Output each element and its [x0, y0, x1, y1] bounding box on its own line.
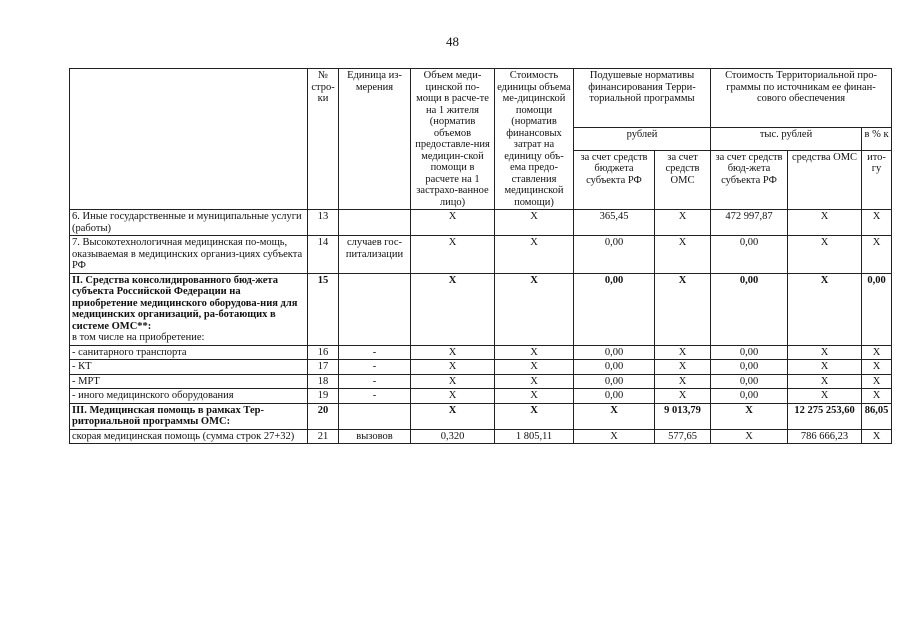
table-row [70, 360, 892, 375]
row-volume: X [411, 236, 495, 274]
row-number: 21 [308, 429, 339, 444]
row-cost-oms: X [788, 374, 862, 389]
row-pc-oms: X [655, 389, 711, 404]
header-row-no: № стро-ки [308, 69, 339, 210]
row-volume: X [411, 374, 495, 389]
header-pc-budget: за счет средств бюджета субъекта РФ [574, 150, 655, 209]
row-name [70, 273, 308, 345]
header-unit: Единица из-мерения [339, 69, 411, 210]
row-name [70, 236, 308, 274]
row-cost-pct: X [862, 374, 892, 389]
row-volume: X [411, 345, 495, 360]
row-name-text: 6. Иные государственные и муниципальные услуги (работы) [72, 211, 302, 234]
row-cost: X [495, 389, 574, 404]
row-cost: 1 805,11 [495, 429, 574, 444]
row-pc-oms: 577,65 [655, 429, 711, 444]
row-volume: X [411, 389, 495, 404]
financing-table [69, 68, 892, 444]
header-cost-pct: ито-гу [862, 150, 892, 209]
row-cost-oms: X [788, 273, 862, 345]
table-row [70, 273, 892, 345]
row-cost: X [495, 403, 574, 429]
row-pc-budget: 0,00 [574, 236, 655, 274]
header-pc-oms: за счет средств ОМС [655, 150, 711, 209]
row-cost: X [495, 236, 574, 274]
row-unit [339, 403, 411, 429]
row-number: 16 [308, 345, 339, 360]
row-name [70, 374, 308, 389]
row-number: 14 [308, 236, 339, 274]
row-name [70, 403, 308, 429]
row-cost-budget: 0,00 [711, 236, 788, 274]
table-row [70, 236, 892, 274]
row-cost-pct: 86,05 [862, 403, 892, 429]
header-pct-unit: в % к [862, 128, 892, 151]
row-cost-oms: 12 275 253,60 [788, 403, 862, 429]
row-unit: - [339, 389, 411, 404]
header-per-capita-group: Подушевые нормативы финансирования Терри-ториальной программы [574, 69, 711, 128]
row-unit: - [339, 360, 411, 375]
row-cost-budget: X [711, 403, 788, 429]
row-pc-oms: 9 013,79 [655, 403, 711, 429]
table-row [70, 374, 892, 389]
row-pc-budget: X [574, 403, 655, 429]
row-cost-oms: X [788, 360, 862, 375]
row-pc-oms: X [655, 345, 711, 360]
header-cost-group: Стоимость Территориальной про-граммы по источникам ее финан-сового обеспечения [711, 69, 892, 128]
row-cost-budget: X [711, 429, 788, 444]
row-name-text: II. Средства консолидированного бюд-жета субъекта Российской Федерации на приобретение медицинского оборудова-ния для медицинских организаций, ра-ботающих в системе ОМС**: [72, 274, 298, 332]
row-number: 20 [308, 403, 339, 429]
table-row [70, 403, 892, 429]
row-cost-pct: 0,00 [862, 273, 892, 345]
row-cost-pct: X [862, 389, 892, 404]
header-cost-budget: за счет средств бюд-жета субъекта РФ [711, 150, 788, 209]
row-name [70, 429, 308, 444]
row-cost-oms: 786 666,23 [788, 429, 862, 444]
row-name [70, 345, 308, 360]
row-unit: - [339, 345, 411, 360]
row-pc-oms: X [655, 236, 711, 274]
row-pc-budget: 365,45 [574, 210, 655, 236]
row-cost-budget: 0,00 [711, 345, 788, 360]
header-name [70, 69, 308, 210]
row-cost: X [495, 345, 574, 360]
header-per-capita-unit: рублей [574, 128, 711, 151]
row-unit: случаев гос-питализации [339, 236, 411, 274]
row-name-text: 7. Высокотехнологичная медицинская по-мощь, оказываемая в медицинских организ-циях субъекта РФ [72, 237, 303, 271]
row-cost-pct: X [862, 360, 892, 375]
row-cost: X [495, 210, 574, 236]
header-cost-oms: средства ОМС [788, 150, 862, 209]
row-cost-budget: 0,00 [711, 273, 788, 345]
row-name [70, 210, 308, 236]
row-name-text: - иного медицинского оборудования [72, 390, 234, 401]
row-pc-oms: X [655, 360, 711, 375]
row-cost: X [495, 374, 574, 389]
row-pc-budget: X [574, 429, 655, 444]
row-pc-budget: 0,00 [574, 389, 655, 404]
table-row [70, 429, 892, 444]
header-cost: Стоимость единицы объема ме-дицинской помощи (норматив финансовых затрат на единицу объ-ема предо-ставления медицинской помощи) [495, 69, 574, 210]
row-volume: X [411, 360, 495, 375]
row-unit [339, 273, 411, 345]
row-pc-budget: 0,00 [574, 273, 655, 345]
header-cost-unit: тыс. рублей [711, 128, 862, 151]
row-number: 17 [308, 360, 339, 375]
row-number: 15 [308, 273, 339, 345]
row-cost-oms: X [788, 345, 862, 360]
row-cost-budget: 0,00 [711, 389, 788, 404]
row-volume: X [411, 403, 495, 429]
row-name-text: - МРТ [72, 375, 100, 387]
row-pc-budget: 0,00 [574, 345, 655, 360]
row-cost-oms: X [788, 389, 862, 404]
row-unit [339, 210, 411, 236]
row-cost-budget: 472 997,87 [711, 210, 788, 236]
row-cost-pct: X [862, 210, 892, 236]
header-volume: Объем меди-цинской по-мощи в расче-те на 1 жителя (норматив объемов предоставле-ния медицин-ской помощи в расчете на 1 застрахо-ванное лицо) [411, 69, 495, 210]
row-cost-budget: 0,00 [711, 374, 788, 389]
table-row [70, 345, 892, 360]
row-name-text: - санитарного транспорта [72, 346, 187, 358]
page-number: 48 [446, 34, 459, 49]
row-cost-budget: 0,00 [711, 360, 788, 375]
row-name-text: III. Медицинская помощь в рамках Тер-риториальной программы ОМС: [72, 404, 264, 427]
row-pc-oms: X [655, 210, 711, 236]
row-number: 19 [308, 389, 339, 404]
row-pc-budget: 0,00 [574, 374, 655, 389]
row-name-suffix: в том числе на приобретение: [72, 332, 205, 343]
row-volume: 0,320 [411, 429, 495, 444]
row-unit: вызовов [339, 429, 411, 444]
row-number: 13 [308, 210, 339, 236]
row-cost-pct: X [862, 345, 892, 360]
row-pc-oms: X [655, 374, 711, 389]
row-volume: X [411, 273, 495, 345]
header-row-1 [70, 69, 892, 128]
row-number: 18 [308, 374, 339, 389]
row-name-text: скорая медицинская помощь (сумма строк 27+32) [72, 430, 295, 442]
table-row [70, 210, 892, 236]
row-pc-budget: 0,00 [574, 360, 655, 375]
row-name [70, 360, 308, 375]
row-pc-oms: X [655, 273, 711, 345]
row-volume: X [411, 210, 495, 236]
row-cost: X [495, 360, 574, 375]
row-cost-oms: X [788, 210, 862, 236]
row-cost-pct: X [862, 429, 892, 444]
row-unit: - [339, 374, 411, 389]
row-name [70, 389, 308, 404]
row-cost-oms: X [788, 236, 862, 274]
row-cost-pct: X [862, 236, 892, 274]
row-cost: X [495, 273, 574, 345]
row-name-text: - КТ [72, 361, 92, 372]
table-row [70, 389, 892, 404]
